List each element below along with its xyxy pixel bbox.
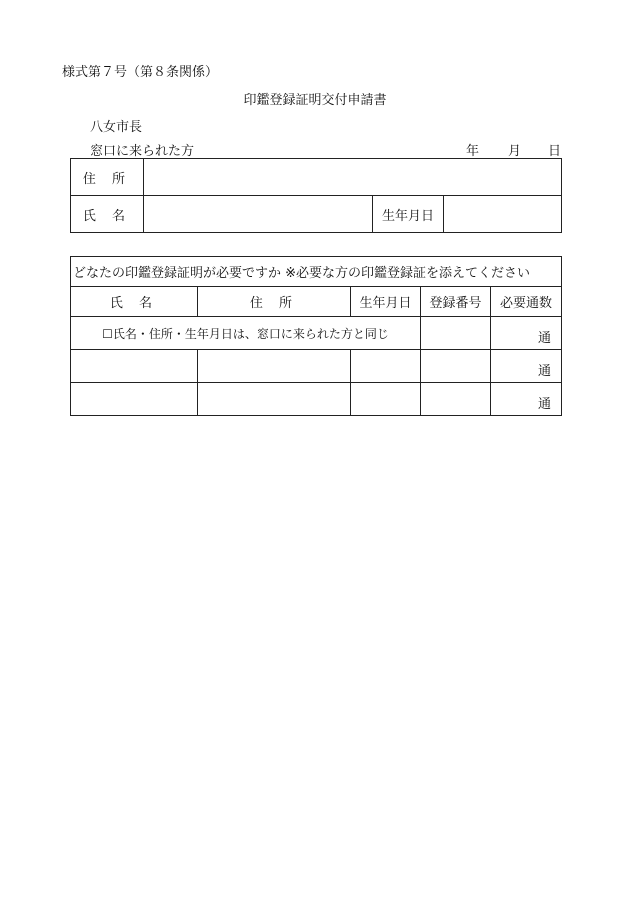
target-caption: どなたの印鑑登録証明が必要ですか ※必要な方の印鑑登録証を添えてください bbox=[71, 257, 562, 287]
table-cell-birthdate[interactable] bbox=[351, 383, 421, 416]
table-cell-address[interactable] bbox=[198, 350, 351, 383]
document-title: 印鑑登録証明交付申請書 bbox=[243, 93, 387, 108]
date-year-label: 年 bbox=[466, 144, 480, 159]
date-month-label: 月 bbox=[508, 144, 522, 159]
table-row bbox=[71, 350, 562, 383]
same-as-applicant-checkbox[interactable]: ☐氏名・住所・生年月日は、窓口に来られた方と同じ bbox=[71, 317, 421, 350]
table-cell-registration-number[interactable] bbox=[421, 317, 491, 350]
column-header-name: 氏 名 bbox=[71, 287, 198, 317]
table-cell-name[interactable] bbox=[71, 350, 198, 383]
column-header-copies: 必要通数 bbox=[491, 287, 562, 317]
addressee: 八女市長 bbox=[90, 120, 143, 135]
applicant-birthdate-field[interactable] bbox=[444, 196, 562, 233]
table-row bbox=[71, 383, 562, 416]
table-cell-address[interactable] bbox=[198, 383, 351, 416]
applicant-birthdate-label: 生年月日 bbox=[373, 196, 444, 233]
applicant-name-field[interactable] bbox=[144, 196, 373, 233]
column-header-address: 住 所 bbox=[198, 287, 351, 317]
applicant-address-field[interactable] bbox=[144, 159, 562, 196]
copies-field[interactable]: 通 bbox=[491, 317, 562, 350]
table-cell-registration-number[interactable] bbox=[421, 383, 491, 416]
column-header-registration-number: 登録番号 bbox=[421, 287, 491, 317]
copies-field[interactable]: 通 bbox=[491, 383, 562, 416]
target-person-table bbox=[70, 256, 562, 416]
applicant-address-label: 住 所 bbox=[71, 159, 144, 196]
table-cell-name[interactable] bbox=[71, 383, 198, 416]
table-cell-registration-number[interactable] bbox=[421, 350, 491, 383]
column-header-birthdate: 生年月日 bbox=[351, 287, 421, 317]
copies-field[interactable]: 通 bbox=[491, 350, 562, 383]
date-day-label: 日 bbox=[548, 144, 562, 159]
table-cell-birthdate[interactable] bbox=[351, 350, 421, 383]
applicant-table bbox=[70, 158, 562, 233]
form-number-label: 様式第７号（第８条関係） bbox=[62, 65, 219, 80]
applicant-heading: 窓口に来られた方 bbox=[90, 144, 195, 159]
applicant-name-label: 氏 名 bbox=[71, 196, 144, 233]
